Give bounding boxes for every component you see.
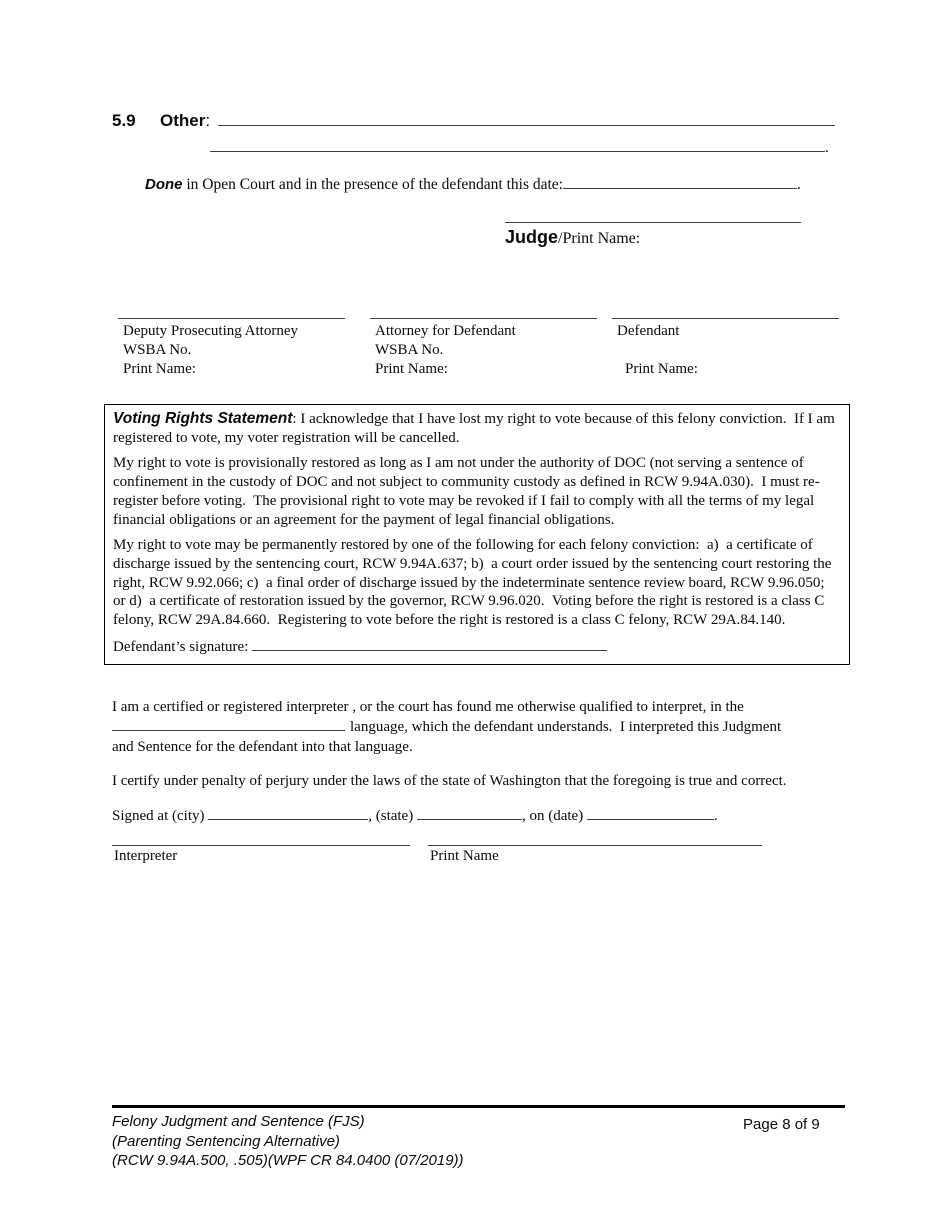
signature-line xyxy=(370,300,597,319)
interpreter-line-3: and Sentence for the defendant into that language. xyxy=(112,738,413,755)
period: . xyxy=(825,140,829,156)
footer-line-2: (Parenting Sentencing Alternative) xyxy=(112,1132,340,1150)
judge-label xyxy=(505,227,801,248)
defendant-signature-label: Defendant’s signature: xyxy=(113,638,249,655)
signature-column-prosecutor xyxy=(118,300,345,379)
voting-rights-statement-box xyxy=(104,404,850,665)
signature-line xyxy=(612,300,839,319)
blank-line xyxy=(218,109,835,126)
judge-signature-block xyxy=(505,204,801,248)
period: . xyxy=(797,176,801,193)
interpreter-line-2-text: language, which the defendant understands. I interpreted this Judgment xyxy=(350,719,782,736)
signature-line xyxy=(118,300,345,319)
voting-paragraph-2: My right to vote is provisionally restored as long as I am not under the authority of DOC (not serving a sentence of confinement in the custody of DOC and not subject to community custody as defined in RCW 9.94A.030). I must re-register before voting. The provisional right to vote may be revoked if I fail to comply with all the terms of my legal financial obligations or an agreement for the payment of legal financial obligations. xyxy=(113,455,820,528)
section-5-9 xyxy=(112,109,835,131)
blank-line xyxy=(210,138,825,152)
judge-word: Judge xyxy=(505,227,559,247)
footer-form-title xyxy=(112,1112,464,1171)
signed-at-line xyxy=(112,806,718,825)
wsba-no-label: WSBA No. xyxy=(123,342,192,358)
signed-at-city-label: Signed at (city) xyxy=(112,808,209,824)
blank-line xyxy=(208,806,368,820)
interpreter-signature-block xyxy=(112,827,410,865)
footer-line-1: Felony Judgment and Sentence (FJS) xyxy=(112,1113,365,1130)
signature-column-defense-attorney xyxy=(370,300,597,379)
heading-separator: : xyxy=(292,411,301,427)
period: . xyxy=(713,808,718,824)
signature-line xyxy=(112,827,410,846)
signed-at-date-label: , on (date) xyxy=(521,808,587,824)
voting-paragraph-1 xyxy=(113,410,840,447)
section-number: 5.9 xyxy=(112,111,136,130)
print-name-label: Print Name xyxy=(430,848,499,864)
signature-line xyxy=(505,204,801,223)
blank-line xyxy=(587,806,714,820)
signature-line xyxy=(428,827,762,846)
blank-line xyxy=(252,637,607,651)
column-title: Attorney for Defendant xyxy=(375,323,516,339)
footer-rule xyxy=(112,1105,845,1108)
signature-column-defendant xyxy=(612,300,839,379)
blank-line xyxy=(417,806,522,820)
voting-paragraph-1-text: I acknowledge that I have lost my right to vote because of this felony conviction. If I am registered to vote, my voter registration will be cancelled. xyxy=(113,411,839,446)
judge-print-name: /Print Name: xyxy=(558,230,641,247)
voting-paragraph-3: My right to vote may be permanently restored by one of the following for each felony conviction: a) a certificate of discharge issued by the sentencing court, RCW 9.94A.637; b) a court order issued by the sentencing court restoring the right, RCW 9.92.066; c) a final order of discharge issued by the indeterminate sentence review board, RCW 9.96.050; or d) a certificate of restoration issued by the governor, RCW 9.96.020. Voting before the right is restored is a class C felony, RCW 29A.84.660. Registering to vote before the right is restored is a class C felony, RCW 29A.84.140. xyxy=(113,537,836,629)
done-text: in Open Court and in the presence of the defendant this date: xyxy=(182,176,563,193)
wsba-no-label: WSBA No. xyxy=(375,342,444,358)
done-line xyxy=(145,175,801,194)
defendant-signature-row xyxy=(113,637,840,657)
done-word: Done xyxy=(145,176,183,193)
interpreter-statement xyxy=(112,698,882,757)
interpreter-label: Interpreter xyxy=(114,848,178,864)
perjury-certification: I certify under penalty of perjury under the laws of the state of Washington that the foregoing is true and correct. xyxy=(112,773,787,789)
section-label: Other xyxy=(160,111,206,130)
interpreter-print-name-block xyxy=(428,827,762,865)
interpreter-line-1: I am a certified or registered interpreter , or the court has found me otherwise qualified to interpret, in the xyxy=(112,699,744,715)
column-title: Defendant xyxy=(617,323,680,339)
print-name-label: Print Name: xyxy=(123,361,196,377)
signed-at-state-label: , (state) xyxy=(368,808,417,824)
print-name-label: Print Name: xyxy=(375,361,448,377)
blank-line xyxy=(563,175,797,189)
page-number: Page 8 of 9 xyxy=(743,1116,820,1133)
voting-rights-heading: Voting Rights Statement xyxy=(113,410,293,427)
interpreter-line-2 xyxy=(112,717,882,737)
section-5-9-line2 xyxy=(210,138,834,157)
footer-line-3: (RCW 9.94A.500, .505)(WPF CR 84.0400 (07/2019)) xyxy=(112,1152,464,1169)
print-name-label: Print Name: xyxy=(625,361,698,377)
blank-line xyxy=(112,717,345,731)
empty-row xyxy=(617,341,839,360)
section-colon: : xyxy=(205,111,211,130)
column-title: Deputy Prosecuting Attorney xyxy=(123,323,298,339)
